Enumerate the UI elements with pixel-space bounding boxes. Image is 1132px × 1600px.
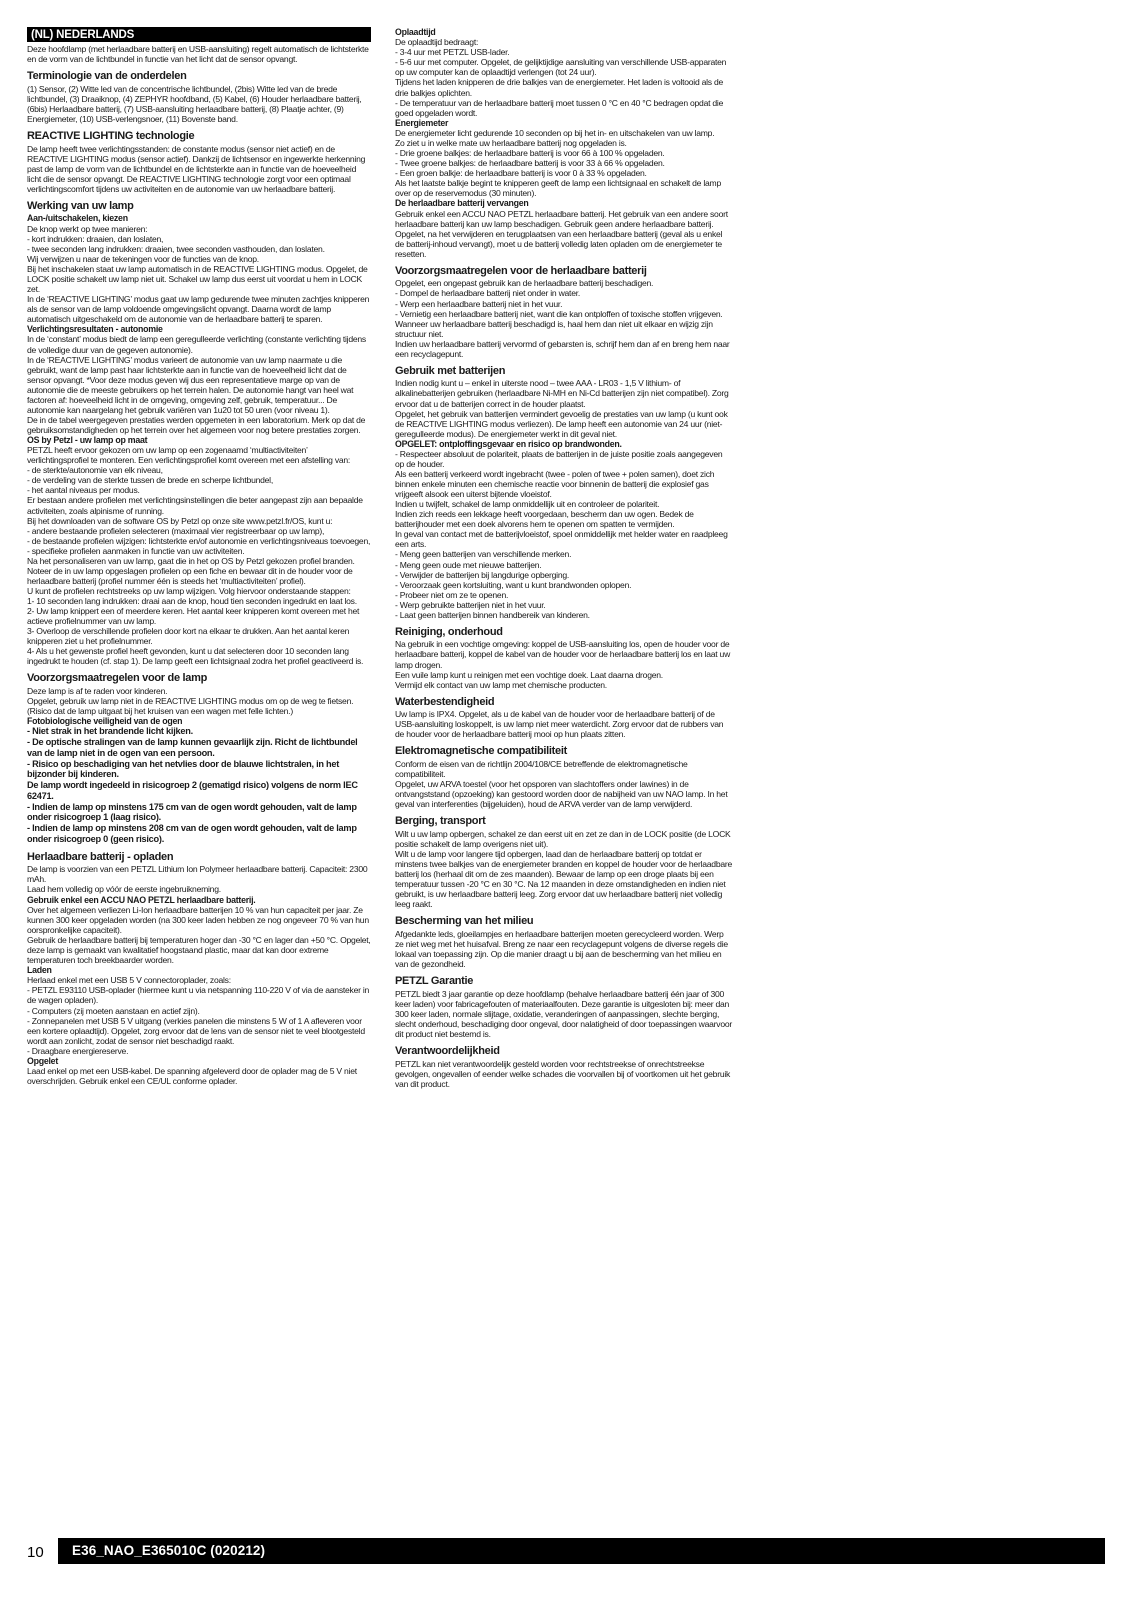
paragraph: Gebruik enkel een ACCU NAO PETZL herlaadbare batterij. Het gebruik van een andere soort herlaadbare batterij kan uw lamp beschadigen. Gebruik geen andere herlaadbare batterij. xyxy=(395,208,728,229)
page xyxy=(27,27,1105,1532)
left-column xyxy=(27,27,371,1086)
paragraph: - kort indrukken: draaien, dan loslaten, xyxy=(27,233,164,244)
bold-paragraph: - Indien de lamp op minstens 175 cm van de ogen wordt gehouden, valt de lamp onder risicogroep 1 (laag risico). xyxy=(27,801,357,823)
paragraph: Opgelet, na het verwijderen en terugplaatsen van een herlaadbare batterij (geval als u enkel de batterij-inhoud vervangt), moet u de batterij volledig laten opladen om de energiemeter te resetten. xyxy=(395,228,723,259)
paragraph: - Draagbare energiereserve. xyxy=(27,1045,129,1056)
paragraph: 3- Overloop de verschillende profielen door kort na elkaar te drukken. Aan het aantal keren knipperen ziet u het profielnummer. xyxy=(27,626,350,647)
paragraph: Herlaad enkel met een USB 5 V connectoroplader, zoals: xyxy=(27,975,231,986)
paragraph: - 5-6 uur met computer. Opgelet, de gelijktijdige aansluiting van verschillende USB-apparaten op uw computer kan de oplaadtijd verlengen (tot 24 uur). xyxy=(395,57,727,78)
paragraph: Laad hem volledig op vóór de eerste ingebruikneming. xyxy=(27,884,221,895)
paragraph: (1) Sensor, (2) Witte led van de concentrische lichtbundel, (2bis) Witte led van de brede lichtbundel, (3) Draaiknop, (4) ZEPHYR hoofdband, (5) Kabel, (6) Houder herlaadbare batterij, (6bis) Herlaadbare batterij, (7) USB-aansluiting herlaadbare batterij, (8) Plaatje achter, (9) Energiemeter, (10) USB-verlengsnoer, (11) Bovenste band. xyxy=(27,83,362,124)
section-heading: Waterbestendigheid xyxy=(395,695,495,708)
paragraph: Indien uw herlaadbare batterij vervormd of gebarsten is, schrijf hem dan af en breng hem naar een recyclagepunt. xyxy=(395,338,730,359)
paragraph: De knop werkt op twee manieren: xyxy=(27,223,148,234)
paragraph: De energiemeter licht gedurende 10 seconden op bij het in- en uitschakelen van uw lamp. xyxy=(395,127,715,138)
right-column-text xyxy=(395,27,732,1089)
paragraph: - de verdeling van de sterkte tussen de brede en scherpe lichtbundel, xyxy=(27,475,273,486)
subsection-heading: OPGELET: ontploffingsgevaar en risico op brandwonden. xyxy=(395,438,622,449)
paragraph: Wij verwijzen u naar de tekeningen voor de functies van de knop. xyxy=(27,253,259,264)
paragraph: - Verwijder de batterijen bij langdurige opberging. xyxy=(395,569,570,580)
subsection-heading: Verlichtingsresultaten - autonomie xyxy=(27,324,163,335)
paragraph: - De temperatuur van de herlaadbare batterij moet tussen 0 °C en 40 °C bedragen opdat die goed opgeladen wordt. xyxy=(395,97,724,118)
paragraph: - de sterkte/autonomie van elk niveau, xyxy=(27,465,163,476)
language-heading: (NL) NEDERLANDS xyxy=(27,27,371,42)
paragraph: - Vernietig een herlaadbare batterij niet, want die kan ontploffen of toxische stoffen vrijgeven. xyxy=(395,308,723,319)
paragraph: In geval van contact met de batterijvloeistof, spoel onmiddellijk met helder water en raadpleeg een arts. xyxy=(395,529,728,550)
paragraph: 4- Als u het gewenste profiel heeft gevonden, kunt u dat selecteren door 10 seconden lang ingedrukt te houden (cf. stap 1). De lamp geeft een lichtsignaal zodra het profiel geactiveerd is. xyxy=(27,646,364,667)
paragraph: - Respecteer absoluut de polariteit, plaats de batterijen in de juiste positie zoals aangegeven op de houder. xyxy=(395,449,723,470)
paragraph: Na gebruik in een vochtige omgeving: koppel de USB-aansluiting los, open de houder voor de herlaadbare batterij, koppel de kabel van de houder voor de herlaadbare batterij los en laat uw lamp drogen. xyxy=(395,639,731,670)
paragraph: - het aantal niveaus per modus. xyxy=(27,485,140,496)
paragraph: - Werp gebruikte batterijen niet in het vuur. xyxy=(395,599,546,610)
paragraph: Wanneer uw herlaadbare batterij beschadigd is, haal hem dan niet uit elkaar en wijzig zijn structuur niet. xyxy=(395,318,713,339)
subsection-heading: Oplaadtijd xyxy=(395,27,436,37)
subsection-heading: Opgelet xyxy=(27,1055,58,1066)
right-column xyxy=(395,27,732,1089)
paragraph: Gebruik de herlaadbare batterij bij temperaturen hoger dan -30 °C en lager dan +50 °C. Opgelet, deze lamp is gemaakt van kwalitatief hoogstaand plastic, maar dat kan door extreme temperaturen toch breekbaarder worden. xyxy=(27,934,371,966)
bold-paragraph: - De optische stralingen van de lamp kunnen gevaarlijk zijn. Richt de lichtbundel van de lamp niet in de ogen van een persoon. xyxy=(27,737,358,758)
bold-paragraph: - Indien de lamp op minstens 208 cm van de ogen wordt gehouden, valt de lamp onder risicogroep 0 (geen risico). xyxy=(27,823,357,844)
paragraph: Opgelet, het gebruik van batterijen vermindert gevoelig de prestaties van uw lamp (u kunt ook de REACTIVE LIGHTING modus verliezen). De lamp heeft een autonomie van 24 uur (niet-geregulleerde modus). De energiemeter werkt in dit geval niet. xyxy=(395,408,728,439)
paragraph: - specifieke profielen aanmaken in functie van uw activiteiten. xyxy=(27,545,245,556)
paragraph: - Veroorzaak geen kortsluiting, want u kunt brandwonden oplopen. xyxy=(395,579,632,590)
paragraph: Als een batterij verkeerd wordt ingebracht (twee - polen of twee + polen samen), doet zich binnen enkele minuten een chemische reactie voor binnenin de batterij die explosief gas vrijgeeft alsook een uiterst bijtende vloeistof. xyxy=(395,469,715,500)
paragraph: Indien nodig kunt u – enkel in uiterste nood – twee AAA - LR03 - 1,5 V lithium- of alkalinebatterijen gebruiken (herlaadbare Ni-MH en Ni-Cd batterijen zijn niet compatibel). Zorg ervoor dat u de batterijen correct in de houder plaatst. xyxy=(395,378,729,409)
left-column-text xyxy=(27,44,371,1086)
section-heading: Voorzorgsmaatregelen voor de herlaadbare batterij xyxy=(395,264,647,277)
paragraph: - PETZL E93110 USB-oplader (hiermee kunt u via netspanning 110-220 V of via de aansteker in de wagen opladen). xyxy=(27,985,370,1006)
bold-paragraph: - Risico op beschadiging van het netvlies door de blauwe lichtstralen, in het bijzonder bij kinderen. xyxy=(27,758,340,780)
section-heading: Terminologie van de onderdelen xyxy=(27,70,187,83)
paragraph: Bij het downloaden van de software OS by Petzl op onze site www.petzl.fr/OS, kunt u: xyxy=(27,515,333,526)
paragraph: 2- Uw lamp knippert een of meerdere keren. Het aantal keer knipperen komt overeen met het actieve profielnummer van uw lamp. xyxy=(27,605,360,627)
paragraph: - Computers (zij moeten aanstaan en actief zijn). xyxy=(27,1005,200,1016)
paragraph: Indien u twijfelt, schakel de lamp onmiddellijk uit en controleer de polariteit. xyxy=(395,499,660,510)
paragraph: Opgelet, uw ARVA toestel (voor het opsporen van slachtoffers onder lawines) in de ontvangststand (opzoeking) kan gestoord worden door de nabijheid van uw NAO lamp. In het geval van interferenties (bijgeluiden), houd de ARVA verder van de lamp verwijderd. xyxy=(395,779,728,810)
paragraph: Wilt u de lamp voor langere tijd opbergen, laad dan de herlaadbare batterij op totdat er minstens twee balkjes van de energiemeter branden en koppel de houder voor de herlaadbare batterij los (herhaal dit om de zes maanden). Bewaar de lamp op een droge plaats bij een temperatuur tussen -20 °C en 30 °C. Na 12 maanden in deze omstandigheden en indien niet gebruikt, is uw herlaadbare batterij leeg. Zorg ervoor dat uw herlaadbare batterij niet volledig leeg raakt. xyxy=(395,849,733,910)
paragraph: Indien zich reeds een lekkage heeft voorgedaan, bescherm dan uw ogen. Bedek de batterijhouder met een doek alvorens hem te openen om spatten te vermijden. xyxy=(395,509,694,530)
paragraph: - Dompel de herlaadbare batterij niet onder in water. xyxy=(395,288,580,299)
paragraph: In de ‘REACTIVE LIGHTING’ modus gaat uw lamp gedurende twee minuten zachtjes knipperen als de sensor van de lamp voldoende omgevingslicht opvangt. Daarna wordt de lamp automatisch uitgeschakeld om de autonomie van de herlaadbare batterij te sparen. xyxy=(27,294,370,325)
subsection-heading: Aan-/uitschakelen, kiezen xyxy=(27,213,128,224)
paragraph: Deze lamp is af te raden voor kinderen. xyxy=(27,685,168,696)
paragraph: Opgelet, gebruik uw lamp niet in de REACTIVE LIGHTING modus om op de weg te fietsen. (Risico dat de lamp uitgaat bij het kruisen van een wagen met felle lichten.) xyxy=(27,695,354,716)
paragraph: - twee seconden lang indrukken: draaien, twee seconden vasthouden, dan loslaten. xyxy=(27,243,325,254)
subsection-heading: De herlaadbare batterij vervangen xyxy=(395,198,529,209)
section-heading: Reiniging, onderhoud xyxy=(395,625,503,638)
section-heading: REACTIVE LIGHTING technologie xyxy=(27,129,195,142)
paragraph: - de bestaande profielen wijzigen: lichtsterkte en/of autonomie en verlichtingsniveaus toevoegen, xyxy=(27,535,371,546)
section-heading: Berging, transport xyxy=(395,815,486,828)
paragraph: 1- 10 seconden lang indrukken: draai aan de knop, houd tien seconden ingedrukt en laat los. xyxy=(27,595,357,606)
paragraph: Na het personaliseren van uw lamp, gaat die in het op OS by Petzl gekozen profiel branden. Noteer de in uw lamp opgeslagen profielen op een fiche en bewaar dit in de houder voor de herlaadbare batterij (profiel nummer één is steeds het ‘multiactiviteiten’ profiel). xyxy=(27,555,355,586)
paragraph: Vermijd elk contact van uw lamp met chemische producten. xyxy=(395,679,607,690)
paragraph: Wilt u uw lamp opbergen, schakel ze dan eerst uit en zet ze dan in de LOCK positie (de LOCK positie schakelt de lamp overigens niet uit). xyxy=(395,828,731,850)
paragraph: Afgedankte leds, gloeilampjes en herlaadbare batterijen moeten gerecycleerd worden. Werp ze niet weg met het huisafval. Breng ze naar een recyclagepunt volgens de diverse regels die lokaal van toepassing zijn. Op die manier draagt u bij aan de bescherming van het milieu en van de gezondheid. xyxy=(395,928,728,970)
subsection-heading: Gebruik enkel een ACCU NAO PETZL herlaadbare batterij. xyxy=(27,894,256,905)
section-heading: Verantwoordelijkheid xyxy=(395,1045,500,1058)
section-heading: Voorzorgsmaatregelen voor de lamp xyxy=(27,672,208,685)
paragraph: De oplaadtijd bedraagt: xyxy=(395,37,479,48)
paragraph: In de ‘constant’ modus biedt de lamp een geregulleerde verlichting (constante verlichting tijdens de volledige duur van de gegeven autonomie). xyxy=(27,334,366,355)
section-heading: Gebruik met batterijen xyxy=(395,364,506,377)
bold-paragraph: De lamp wordt ingedeeld in risicogroep 2 (gematigd risico) volgens de norm IEC 62471. xyxy=(27,780,358,801)
section-heading: Bescherming van het milieu xyxy=(395,915,534,928)
bold-paragraph: - Niet strak in het brandende licht kijken. xyxy=(27,726,193,737)
paragraph: - andere bestaande profielen selecteren (maximaal vier registreerbaar op uw lamp), xyxy=(27,525,325,536)
paragraph: - Meng geen oude met nieuwe batterijen. xyxy=(395,559,542,570)
paragraph: - Meng geen batterijen van verschillende merken. xyxy=(395,549,572,560)
paragraph: PETZL kan niet verantwoordelijk gesteld worden voor rechtstreekse of onrechtstreekse gevolgen, ongevallen of eender welke schades die voorvallen bij of voortkomen uit het gebruik van dit product. xyxy=(395,1058,731,1089)
subsection-heading: Laden xyxy=(27,965,52,976)
page-number: 10 xyxy=(27,1544,44,1561)
paragraph: Over het algemeen verliezen Li-Ion herlaadbare batterijen 10 % van hun capaciteit per jaar. Ze kunnen 300 keer opgeladen worden (na 300 keer laden hebben ze nog ongeveer 70 % van hun oorspronkelijke capaciteit). xyxy=(27,904,369,935)
paragraph: De lamp is voorzien van een PETZL Lithium Ion Polymeer herlaadbare batterij. Capaciteit: 2300 mAh. xyxy=(27,864,368,885)
paragraph: - Drie groene balkjes: de herlaadbare batterij is voor 66 à 100 % opgeladen. xyxy=(395,148,665,159)
paragraph: In de ‘REACTIVE LIGHTING’ modus varieert de autonomie van uw lamp naarmate u die gebruikt, want de lamp past haar lichtsterkte aan in functie van de hoeveelheid licht dat de sensor opvangt. *Voor deze modus geven wij dus een representatieve marge op van de autonomie die de meeste gebruikers op het terrein halen. De autonomie hangt van heel wat factoren af: hoeveelheid licht in de omgeving, omgeving zelf, gebruik, temperatuur... De autonomie kan naargelang het gebruik variëren van 1u20 tot 50 uren (voor niveau 1). xyxy=(27,354,354,415)
section-heading: Werking van uw lamp xyxy=(27,199,134,212)
paragraph: Opgelet, een ongepast gebruik kan de herlaadbare batterij beschadigen. xyxy=(395,278,654,289)
paragraph: Conform de eisen van de richtlijn 2004/108/CE betreffende de elektromagnetische compatibiliteit. xyxy=(395,759,688,780)
paragraph: Deze hoofdlamp (met herlaadbare batterij en USB-aansluiting) regelt automatisch de lichtsterkte en de vorm van de lichtbundel in functie van het licht dat de sensor opvangt. xyxy=(27,44,369,65)
paragraph: Uw lamp is IPX4. Opgelet, als u de kabel van de houder voor de herlaadbare batterij of de USB-aansluiting loskoppelt, is uw lamp niet meer waterdicht. Zorg ervoor dat de rubbers van de houder voor de herlaadbare batterij mooi op hun plaats zitten. xyxy=(395,709,724,740)
subsection-heading: Energiemeter xyxy=(395,117,449,128)
section-heading: PETZL Garantie xyxy=(395,975,474,988)
paragraph: Tijdens het laden knipperen de drie balkjes van de energiemeter. Het laden is voltooid als de drie balkjes oplichten. xyxy=(395,77,724,98)
paragraph: Er bestaan andere profielen met verlichtingsinstellingen die beter aangepast zijn aan bepaalde activiteiten, zoals alpinisme of running. xyxy=(27,495,363,516)
paragraph: - Twee groene balkjes: de herlaadbare batterij is voor 33 à 66 % opgeladen. xyxy=(395,158,665,169)
paragraph: Een vuile lamp kunt u reinigen met een vochtige doek. Laat daarna drogen. xyxy=(395,669,663,680)
paragraph: Zo ziet u in welke mate uw herlaadbare batterij nog opgeladen is. xyxy=(395,137,627,148)
section-heading: Elektromagnetische compatibiliteit xyxy=(395,745,567,758)
paragraph: PETZL heeft ervoor gekozen om uw lamp op een zogenaamd ‘multiactiviteiten’ verlichtingsprofiel te monteren. Een verlichtingsprofiel komt overeen met een afstelling van: xyxy=(27,445,351,466)
paragraph: - Probeer niet om ze te openen. xyxy=(395,589,509,600)
paragraph: - Een groen balkje: de herlaadbare batterij is voor 0 à 33 % opgeladen. xyxy=(395,168,647,179)
footer-bar xyxy=(58,1538,1105,1564)
paragraph: PETZL biedt 3 jaar garantie op deze hoofdlamp (behalve herlaadbare batterij één jaar of 300 keer laden) voor fabricagefouten of materiaalfouten. Deze garantie is uitgesloten bij: meer dan 300 keer laden, normale slijtage, oxidatie, veranderingen of aanpassingen, slechte berging, slecht onderhoud, beschadiging door ongeval, door nalatigheid of door toepassingen waarvoor dit product niet bestemd is. xyxy=(395,988,733,1039)
paragraph: De lamp heeft twee verlichtingsstanden: de constante modus (sensor niet actief) en de REACTIVE LIGHTING modus (sensor actief). Dankzij de lichtsensor en ingewerkte herkenning past de lamp de vorm van de lichtbundel en de lichtsterkte aan in functie van de hoeveelheid licht die de sensor opvangt. De REACTIVE LIGHTING technologie zorgt voor een optimaal verlichtingscomfort tijdens uw activiteiten en de autonomie van uw herlaadbare batterij. xyxy=(27,143,366,194)
paragraph: - Laat geen batterijen binnen handbereik van kinderen. xyxy=(395,609,590,620)
section-heading: Herlaadbare batterij - opladen xyxy=(27,850,174,863)
paragraph: Bij het inschakelen staat uw lamp automatisch in de REACTIVE LIGHTING modus. Opgelet, de LOCK positie schakelt uw lamp niet uit. Schakel uw lamp dus eerst uit voordat u hem in LOCK zet. xyxy=(27,263,368,294)
paragraph: U kunt de profielen rechtstreeks op uw lamp wijzigen. Volg hiervoor onderstaande stappen: xyxy=(27,585,351,596)
subsection-heading: Fotobiologische veiligheid van de ogen xyxy=(27,716,183,727)
paragraph: - 3-4 uur met PETZL USB-lader. xyxy=(395,47,510,58)
document-reference: E36_NAO_E365010C (020212) xyxy=(72,1543,266,1558)
paragraph: Laad enkel op met een USB-kabel. De spanning afgeleverd door de oplader mag de 5 V niet overschrijden. Gebruik enkel een CE/UL conforme oplader. xyxy=(27,1066,357,1087)
paragraph: Als het laatste balkje begint te knipperen geeft de lamp een lichtsignaal en schakelt de lamp over op de reservemodus (30 minuten). xyxy=(395,178,721,199)
paragraph: De in de tabel weergegeven prestaties werden opgemeten in een laboratorium. Merk op dat de gebruiksomstandigheden op het terrein over het algemeen voor nog betere prestaties zorgen. xyxy=(27,414,366,435)
subsection-heading: OS by Petzl - uw lamp op maat xyxy=(27,434,148,445)
paragraph: - Zonnepanelen met USB 5 V uitgang (verkies panelen die minstens 5 W of 1 A afleveren voor een kortere oplaadtijd). Opgelet, zorg ervoor dat de lens van de sensor niet te veel blootgesteld wordt aan zonlicht, zodat de sensor niet beschadigd raakt. xyxy=(27,1015,365,1046)
paragraph: - Werp een herlaadbare batterij niet in het vuur. xyxy=(395,298,563,309)
